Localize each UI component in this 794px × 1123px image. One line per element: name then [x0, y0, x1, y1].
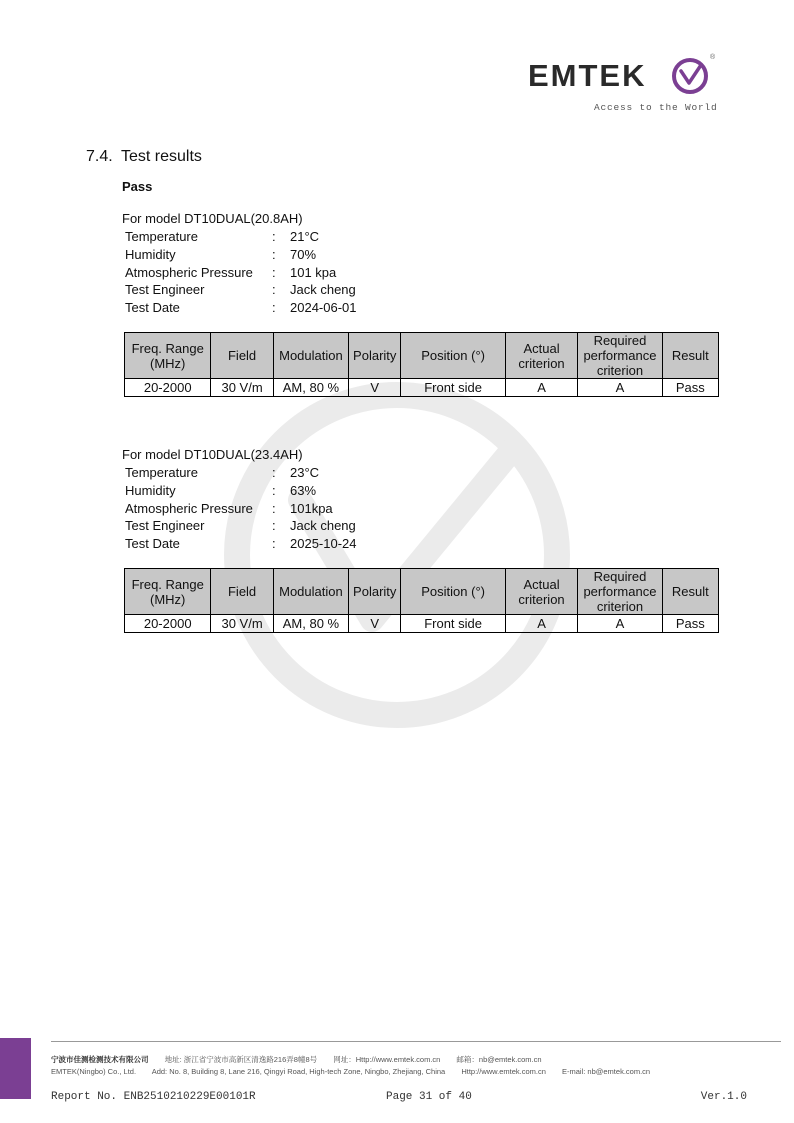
col-header-modulation: Modulation: [273, 333, 348, 379]
condition-value: 70%: [290, 246, 317, 262]
cell-polarity: V: [349, 379, 401, 397]
results-table-2: [124, 568, 719, 633]
condition-label: Test Engineer: [125, 518, 205, 534]
table-header-row: [125, 333, 719, 379]
table-row: [125, 379, 719, 397]
col-header-position: Position (°): [401, 569, 506, 615]
footer-website-en: Http://www.emtek.com.cn: [461, 1067, 546, 1076]
condition-label: Temperature: [125, 465, 198, 480]
model-title: For model DT10DUAL(23.4AH): [122, 447, 303, 462]
emtek-logo: [528, 54, 718, 116]
report-number: Report No. ENB2510210229E00101R: [51, 1091, 256, 1103]
col-header-polarity: Polarity: [349, 333, 401, 379]
model-title: For model DT10DUAL(20.8AH): [122, 211, 303, 226]
condition-row-pressure: [122, 500, 722, 518]
footer-email-cn: 邮箱：nb@emtek.com.cn: [456, 1055, 542, 1064]
cell-polarity: V: [349, 615, 401, 633]
col-header-required-criterion: Required performance criterion: [578, 333, 662, 379]
col-header-result: Result: [662, 569, 718, 615]
condition-row-humidity: [122, 482, 722, 500]
col-header-result: Result: [662, 333, 718, 379]
condition-label: Humidity: [125, 482, 176, 498]
overall-verdict: Pass: [122, 179, 153, 194]
condition-label: Atmospheric Pressure: [125, 264, 253, 280]
logo-wordmark: EMTEK: [528, 58, 647, 93]
condition-value: 2025-10-24: [290, 536, 357, 552]
cell-required-criterion: A: [578, 379, 662, 397]
footer-contact-en: [51, 1067, 664, 1076]
col-header-freq-range: Freq. Range (MHz): [125, 569, 211, 615]
footer-accent-bar: [0, 1038, 31, 1099]
condition-separator: :: [272, 465, 276, 480]
condition-value: Jack cheng: [290, 518, 356, 534]
footer-company-cn: 宁波市佳测检测技术有限公司: [51, 1055, 149, 1064]
section-title: [86, 148, 202, 166]
model-block-1: [122, 210, 722, 317]
condition-row-pressure: [122, 264, 722, 282]
footer-contact-cn: [51, 1054, 556, 1065]
report-info-line: [51, 1091, 747, 1105]
footer-address-en: Add: No. 8, Building 8, Lane 216, Qingyi Road, High-tech Zone, Ningbo, Zhejiang, China: [151, 1067, 446, 1076]
condition-value: 2024-06-01: [290, 300, 357, 316]
condition-separator: :: [272, 229, 276, 244]
section-title-text: Test results: [121, 148, 202, 165]
cell-required-criterion: A: [578, 615, 662, 633]
condition-separator: :: [272, 282, 276, 298]
results-table-1: [124, 332, 719, 397]
condition-row-engineer: [122, 281, 722, 299]
footer-email-en: E-mail: nb@emtek.com.cn: [562, 1067, 651, 1076]
condition-row-date: [122, 299, 722, 317]
col-header-actual-criterion: Actual criterion: [505, 569, 577, 615]
condition-separator: :: [272, 536, 276, 552]
condition-label: Atmospheric Pressure: [125, 500, 253, 516]
col-header-required-criterion: Required performance criterion: [578, 569, 662, 615]
condition-row-temperature: [122, 464, 722, 482]
condition-label: Test Date: [125, 536, 180, 552]
cell-field: 30 V/m: [211, 615, 273, 633]
cell-actual-criterion: A: [505, 615, 577, 633]
model-block-2: [122, 446, 722, 553]
registered-mark: ®: [710, 54, 716, 61]
footer-divider: [51, 1041, 781, 1042]
cell-position: Front side: [401, 379, 506, 397]
cell-result: Pass: [662, 615, 718, 633]
col-header-field: Field: [211, 333, 273, 379]
table-header-row: [125, 569, 719, 615]
logo-tagline: Access to the World: [594, 102, 718, 113]
cell-modulation: AM, 80 %: [273, 379, 348, 397]
logo-check-circle-icon: [670, 56, 710, 96]
page-number: Page 31 of 40: [386, 1091, 472, 1103]
col-header-freq-range: Freq. Range (MHz): [125, 333, 211, 379]
condition-row-humidity: [122, 246, 722, 264]
cell-position: Front side: [401, 615, 506, 633]
condition-separator: :: [272, 264, 276, 280]
watermark-logo: [222, 380, 572, 730]
table-row: [125, 615, 719, 633]
footer-company-en: EMTEK(Ningbo) Co., Ltd.: [51, 1067, 137, 1076]
cell-freq-range: 20-2000: [125, 615, 211, 633]
col-header-polarity: Polarity: [349, 569, 401, 615]
condition-separator: :: [272, 518, 276, 534]
condition-value: Jack cheng: [290, 282, 356, 298]
version-label: Ver.1.0: [700, 1091, 747, 1103]
condition-row-temperature: [122, 228, 722, 246]
condition-separator: :: [272, 500, 276, 516]
condition-row-engineer: [122, 517, 722, 535]
cell-freq-range: 20-2000: [125, 379, 211, 397]
condition-label: Humidity: [125, 246, 176, 262]
col-header-position: Position (°): [401, 333, 506, 379]
cell-actual-criterion: A: [505, 379, 577, 397]
col-header-field: Field: [211, 569, 273, 615]
condition-label: Test Date: [125, 300, 180, 316]
cell-result: Pass: [662, 379, 718, 397]
col-header-modulation: Modulation: [273, 569, 348, 615]
condition-separator: :: [272, 482, 276, 498]
section-number: 7.4.: [86, 148, 113, 165]
condition-value: 21°C: [290, 229, 320, 244]
condition-value: 101 kpa: [290, 264, 337, 280]
condition-value: 101kpa: [290, 500, 333, 516]
footer-website-cn: 网址：Http://www.emtek.com.cn: [333, 1055, 441, 1064]
condition-separator: :: [272, 246, 276, 262]
condition-value: 23°C: [290, 465, 320, 480]
condition-value: 63%: [290, 482, 317, 498]
col-header-actual-criterion: Actual criterion: [505, 333, 577, 379]
cell-field: 30 V/m: [211, 379, 273, 397]
cell-modulation: AM, 80 %: [273, 615, 348, 633]
condition-separator: :: [272, 300, 276, 316]
condition-label: Test Engineer: [125, 282, 205, 298]
condition-label: Temperature: [125, 229, 198, 244]
condition-row-date: [122, 535, 722, 553]
footer-address-cn: 地址: 浙江省宁波市高新区清逸路216弄8幢8号: [164, 1055, 318, 1064]
